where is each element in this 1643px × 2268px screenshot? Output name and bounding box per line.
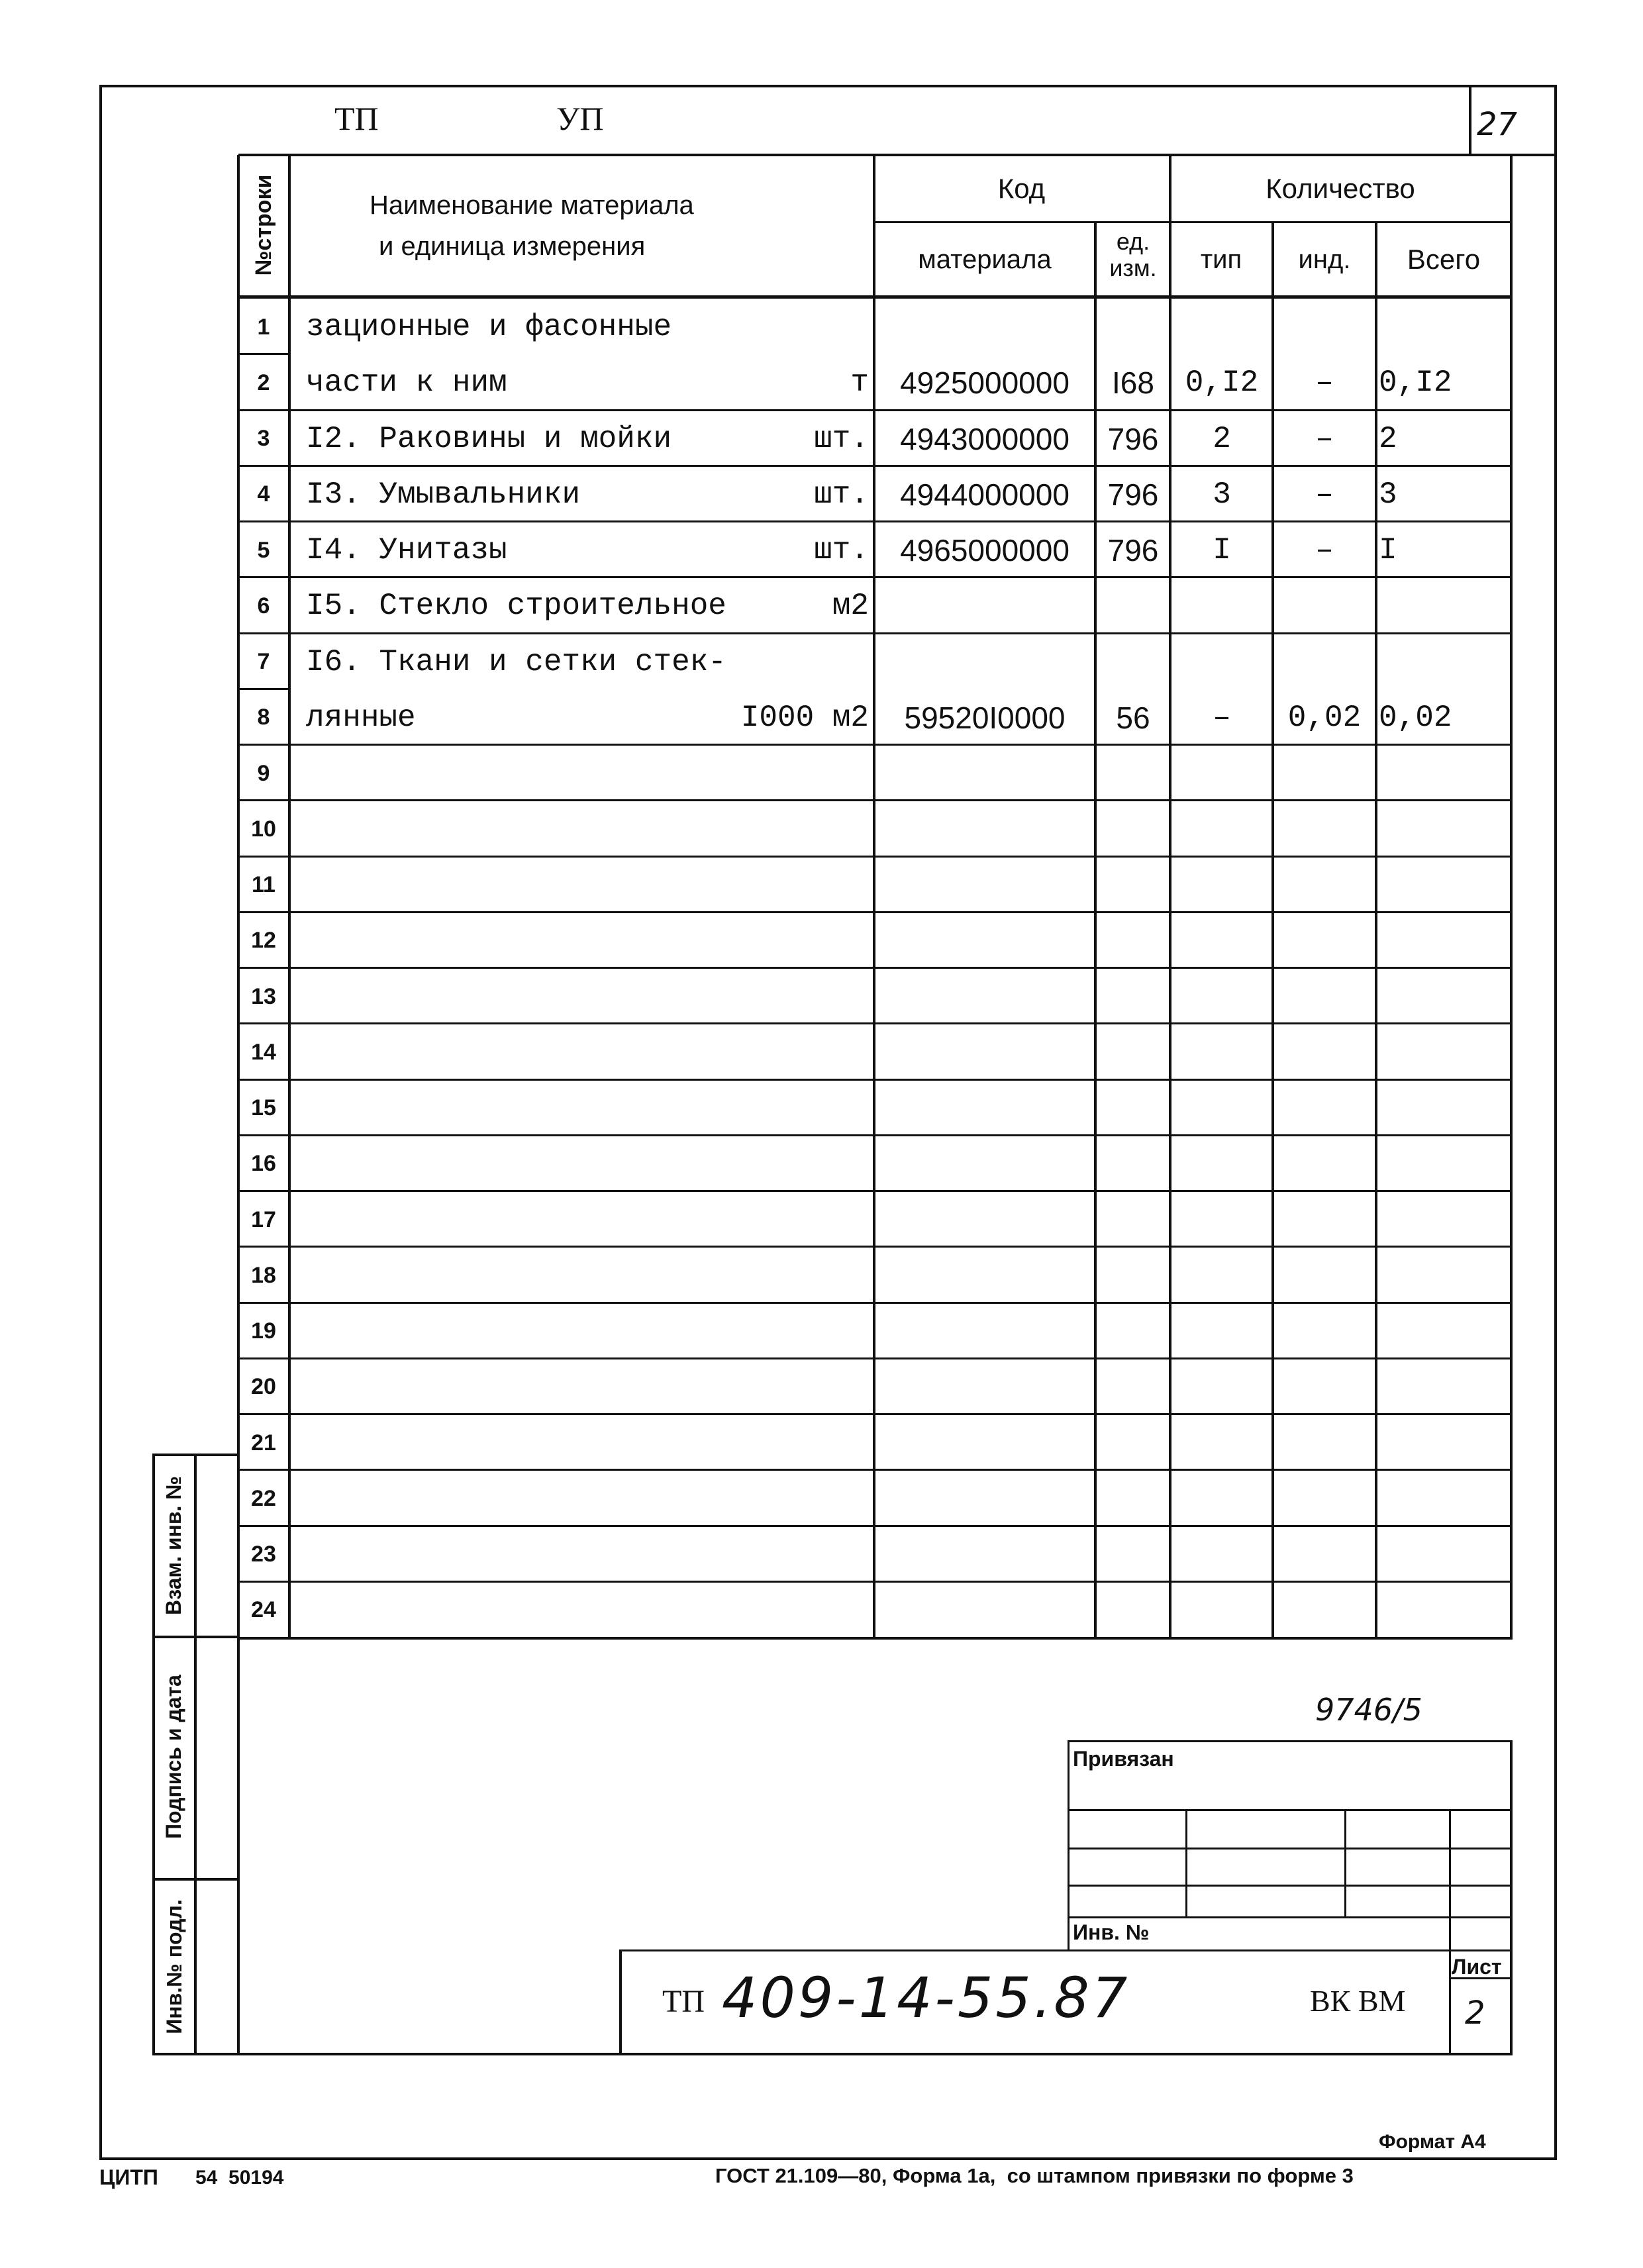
row-qty-ind xyxy=(1274,1139,1375,1189)
row-separator xyxy=(237,409,1513,411)
row-unit-code xyxy=(1097,916,1170,966)
row-qty-ind xyxy=(1274,302,1375,352)
row-unit: шт. xyxy=(814,421,869,456)
doc-suffix: ВК ВМ xyxy=(1310,1984,1406,2018)
row-qty-type xyxy=(1172,1362,1271,1412)
row-qty-type xyxy=(1172,1027,1271,1077)
row-material-code xyxy=(875,1530,1094,1580)
row-unit xyxy=(695,1250,869,1301)
row-separator xyxy=(237,1022,1513,1024)
row-name: части к ним xyxy=(306,366,507,401)
row-qty-type xyxy=(1172,971,1271,1022)
row-number: 8 xyxy=(257,705,270,730)
row-unit xyxy=(695,804,869,854)
row-qty-type xyxy=(1172,1585,1271,1636)
row-unit-code xyxy=(1097,1530,1170,1580)
row-material-code: 4925000000 xyxy=(900,366,1070,401)
row-material-code xyxy=(875,1418,1094,1468)
row-unit-code xyxy=(1097,804,1170,854)
row-unit-code xyxy=(1097,1473,1170,1524)
row-qty-total xyxy=(1379,1195,1509,1245)
row-qty-total xyxy=(1379,971,1509,1022)
row-qty-type xyxy=(1172,1195,1271,1245)
row-unit-code: I68 xyxy=(1112,366,1154,401)
row-qty-ind xyxy=(1274,1027,1375,1077)
row-qty-ind xyxy=(1274,1418,1375,1468)
row-number: 4 xyxy=(257,481,270,507)
row-qty-ind xyxy=(1274,1362,1375,1412)
row-qty-type xyxy=(1172,804,1271,854)
row-qty-total xyxy=(1379,1139,1509,1189)
row-qty-total: 2 xyxy=(1379,421,1397,456)
row-material-code xyxy=(875,1585,1094,1636)
row-separator xyxy=(237,1413,1513,1415)
row-separator xyxy=(237,1246,1513,1248)
row-qty-total xyxy=(1379,1530,1509,1580)
stamp-h4 xyxy=(1068,1916,1513,1918)
row-number: 22 xyxy=(251,1485,276,1511)
doc-prefix: ТП xyxy=(662,1984,705,2019)
row-qty-type xyxy=(1172,748,1271,799)
row-number: 18 xyxy=(251,1262,276,1288)
row-material-code xyxy=(875,916,1094,966)
page-number-divider xyxy=(1469,86,1471,155)
row-separator-partial xyxy=(237,353,290,355)
row-qty-ind xyxy=(1274,1195,1375,1245)
header-up: УП xyxy=(556,100,604,137)
footer-left: ЦИТП xyxy=(99,2165,158,2189)
row-qty-total xyxy=(1379,1418,1509,1468)
stamp-right xyxy=(1510,1740,1513,2054)
row-qty-ind xyxy=(1274,1530,1375,1580)
row-qty-total: I xyxy=(1379,533,1397,568)
row-material-code xyxy=(875,860,1094,911)
privyazan-label: Привязан xyxy=(1073,1747,1174,1771)
col-quantity: Количество xyxy=(1266,173,1415,204)
col-name-line1: Наименование материала xyxy=(370,191,694,220)
row-unit-code xyxy=(1097,860,1170,911)
row-number: 12 xyxy=(251,928,276,954)
row-number: 9 xyxy=(257,760,270,786)
row-material-code xyxy=(875,1083,1094,1134)
row-material-code xyxy=(875,804,1094,854)
header-tp: ТП xyxy=(334,100,379,137)
row-number: 7 xyxy=(257,649,270,675)
row-unit: т xyxy=(850,366,869,401)
col-type: тип xyxy=(1200,244,1242,274)
row-unit xyxy=(695,637,869,687)
row-separator xyxy=(237,1190,1513,1192)
sheet-label: Лист xyxy=(1452,1955,1502,1979)
row-separator xyxy=(237,911,1513,913)
row-material-code xyxy=(875,1307,1094,1357)
stamp-v2 xyxy=(1344,1810,1346,1916)
row-unit-code xyxy=(1097,1083,1170,1134)
doc-number: 409-14-55.87 xyxy=(722,1965,1130,2030)
side-inner xyxy=(194,1454,197,2054)
row-qty-type xyxy=(1172,1530,1271,1580)
row-unit-code xyxy=(1097,971,1170,1022)
row-material-code xyxy=(875,302,1094,352)
col-total: Всего xyxy=(1407,244,1481,275)
row-unit-code xyxy=(1097,748,1170,799)
row-qty-type xyxy=(1172,1418,1271,1468)
row-qty-total xyxy=(1379,1473,1509,1524)
stamp-top xyxy=(1068,1740,1513,1742)
row-unit xyxy=(695,1418,869,1468)
col-ind: инд. xyxy=(1298,244,1351,274)
row-qty-type xyxy=(1172,916,1271,966)
row-qty-ind xyxy=(1274,581,1375,631)
row-number: 24 xyxy=(251,1597,276,1623)
row-unit-code xyxy=(1097,637,1170,687)
row-unit-code xyxy=(1097,1139,1170,1189)
row-material-code: 4943000000 xyxy=(900,421,1070,456)
stamp-h3 xyxy=(1068,1885,1513,1887)
row-qty-total: 0,I2 xyxy=(1379,366,1452,401)
title-block-top xyxy=(619,1949,1513,1951)
row-qty-total: 0,02 xyxy=(1379,700,1452,735)
row-number: 5 xyxy=(257,537,270,563)
row-number: 11 xyxy=(252,872,275,898)
row-qty-total xyxy=(1379,1307,1509,1357)
side-podpis-label: Подпись и дата xyxy=(161,1675,185,1839)
row-unit-code xyxy=(1097,1195,1170,1245)
row-unit xyxy=(695,916,869,966)
stamp-h1 xyxy=(1068,1809,1513,1811)
row-separator xyxy=(237,856,1513,858)
page-number: 27 xyxy=(1477,106,1518,143)
row-qty-total xyxy=(1379,748,1509,799)
row-qty-ind: – xyxy=(1315,366,1334,401)
row-qty-type xyxy=(1172,302,1271,352)
row-material-code xyxy=(875,971,1094,1022)
row-qty-ind xyxy=(1274,916,1375,966)
row-name: I6. Ткани и сетки стек- xyxy=(306,644,726,679)
row-name: I3. Умывальники xyxy=(306,477,581,512)
row-qty-total xyxy=(1379,302,1509,352)
row-name: лянные xyxy=(306,700,416,735)
row-material-code xyxy=(875,748,1094,799)
row-number: 14 xyxy=(251,1039,276,1065)
col-name-line2: и единица измерения xyxy=(379,232,646,261)
row-qty-total xyxy=(1379,804,1509,854)
row-material-code xyxy=(875,1250,1094,1301)
side-vzam-label: Взам. инв. № xyxy=(161,1476,185,1615)
row-unit-code xyxy=(1097,581,1170,631)
row-separator xyxy=(237,799,1513,801)
row-separator xyxy=(237,1079,1513,1081)
row-separator xyxy=(237,1469,1513,1471)
footer-format: Формат А4 xyxy=(1379,2131,1486,2153)
row-unit-code xyxy=(1097,1585,1170,1636)
row-qty-total xyxy=(1379,860,1509,911)
row-unit-code xyxy=(1097,1250,1170,1301)
side-inv-podl-label: Инв.№ подл. xyxy=(162,1899,186,2034)
row-unit xyxy=(695,1585,869,1636)
sheet-value: 2 xyxy=(1465,1995,1485,2032)
row-qty-ind xyxy=(1274,1083,1375,1134)
row-material-code xyxy=(875,1027,1094,1077)
row-number: 2 xyxy=(257,370,270,395)
row-number: 3 xyxy=(257,426,270,452)
row-unit-code: 796 xyxy=(1107,477,1159,512)
row-qty-total xyxy=(1379,1362,1509,1412)
row-qty-ind xyxy=(1274,1250,1375,1301)
row-qty-total xyxy=(1379,916,1509,966)
row-qty-type: 3 xyxy=(1213,477,1231,512)
stamp-h2 xyxy=(1068,1848,1513,1849)
row-unit xyxy=(695,1139,869,1189)
row-separator xyxy=(237,520,1513,522)
row-separator xyxy=(237,967,1513,969)
row-separator xyxy=(237,576,1513,578)
row-unit: шт. xyxy=(814,533,869,568)
row-number: 16 xyxy=(251,1151,276,1177)
row-name: зационные и фасонные xyxy=(306,310,672,345)
row-material-code xyxy=(875,1139,1094,1189)
row-unit xyxy=(695,1027,869,1077)
row-qty-ind: – xyxy=(1315,421,1334,456)
row-unit xyxy=(695,1530,869,1580)
inv-no-label: Инв. № xyxy=(1073,1920,1150,1944)
row-unit: м2 xyxy=(832,589,869,624)
row-qty-ind xyxy=(1274,1585,1375,1636)
row-unit xyxy=(695,1473,869,1524)
footer-gost: ГОСТ 21.109—80, Форма 1а, со штампом привязки по форме 3 xyxy=(715,2164,1354,2187)
row-number: 6 xyxy=(257,593,270,618)
row-material-code xyxy=(875,581,1094,631)
row-unit xyxy=(695,302,869,352)
row-unit xyxy=(695,971,869,1022)
row-qty-type xyxy=(1172,1250,1271,1301)
row-separator-partial xyxy=(237,688,290,690)
stamp-v1 xyxy=(1185,1810,1187,1916)
row-qty-ind xyxy=(1274,1473,1375,1524)
row-qty-total xyxy=(1379,637,1509,687)
row-qty-total xyxy=(1379,1585,1509,1636)
row-name: I5. Стекло строительное xyxy=(306,589,726,624)
row-qty-ind xyxy=(1274,748,1375,799)
row-separator xyxy=(237,1525,1513,1527)
row-qty-ind xyxy=(1274,1307,1375,1357)
row-qty-type xyxy=(1172,1307,1271,1357)
row-unit xyxy=(695,1307,869,1357)
row-unit-code: 56 xyxy=(1116,700,1150,735)
row-qty-ind: – xyxy=(1315,533,1334,568)
table-bottom xyxy=(237,1637,1513,1640)
row-unit: I000 м2 xyxy=(740,700,869,735)
row-qty-ind: 0,02 xyxy=(1287,700,1362,735)
row-qty-total xyxy=(1379,1027,1509,1077)
row-separator xyxy=(237,1134,1513,1136)
row-unit-code xyxy=(1097,302,1170,352)
row-material-code xyxy=(875,637,1094,687)
row-qty-total xyxy=(1379,1083,1509,1134)
row-unit-code xyxy=(1097,1307,1170,1357)
row-qty-type: I xyxy=(1213,533,1231,568)
handwritten-note: 9746/5 xyxy=(1315,1692,1422,1728)
row-separator xyxy=(237,632,1513,634)
row-name: I2. Раковины и мойки xyxy=(306,421,672,456)
row-material-code: 4944000000 xyxy=(900,477,1070,512)
row-separator xyxy=(237,1357,1513,1359)
col-code: Код xyxy=(997,173,1046,204)
row-name: I4. Унитазы xyxy=(306,533,507,568)
row-unit xyxy=(695,860,869,911)
row-qty-type xyxy=(1172,581,1271,631)
row-unit-code xyxy=(1097,1418,1170,1468)
col-unit xyxy=(1097,228,1170,281)
row-unit-code: 796 xyxy=(1107,533,1159,568)
row-qty-type xyxy=(1172,637,1271,687)
row-qty-ind xyxy=(1274,971,1375,1022)
row-qty-ind: – xyxy=(1315,477,1334,512)
row-number: 21 xyxy=(251,1430,276,1455)
row-material-code: 4965000000 xyxy=(900,533,1070,568)
header-mid-line xyxy=(873,221,1513,223)
row-unit xyxy=(695,1362,869,1412)
row-separator xyxy=(237,1581,1513,1583)
row-material-code xyxy=(875,1473,1094,1524)
row-separator xyxy=(237,744,1513,746)
title-block-left xyxy=(619,1949,622,2054)
row-separator xyxy=(237,465,1513,467)
col-unit-line2: изм. xyxy=(1109,254,1157,281)
side-outer-left xyxy=(152,1454,155,2054)
row-qty-type: 0,I2 xyxy=(1185,366,1259,401)
side-bottom xyxy=(152,2053,1513,2055)
row-qty-total xyxy=(1379,1250,1509,1301)
row-material-code xyxy=(875,1362,1094,1412)
frame-bottom xyxy=(99,2157,1557,2160)
row-number: 1 xyxy=(257,314,270,340)
stamp-v3 xyxy=(1449,1810,1451,2053)
row-material-code: 59520I0000 xyxy=(904,700,1066,735)
row-qty-type: 2 xyxy=(1213,421,1231,456)
row-qty-type xyxy=(1172,1473,1271,1524)
row-unit: шт. xyxy=(814,477,869,512)
row-unit xyxy=(695,1195,869,1245)
row-number: 13 xyxy=(251,983,276,1009)
row-number: 10 xyxy=(251,816,276,842)
row-number: 19 xyxy=(251,1318,276,1344)
row-qty-type xyxy=(1172,1139,1271,1189)
frame-top xyxy=(99,85,1556,87)
row-separator xyxy=(237,1302,1513,1304)
row-qty-ind xyxy=(1274,860,1375,911)
row-qty-total xyxy=(1379,581,1509,631)
row-qty-ind xyxy=(1274,637,1375,687)
row-unit-code xyxy=(1097,1362,1170,1412)
col-row-no: №строки xyxy=(250,174,276,276)
row-qty-ind xyxy=(1274,804,1375,854)
col-material: материала xyxy=(918,244,1052,274)
row-qty-type xyxy=(1172,860,1271,911)
footer-left-num: 54 50194 xyxy=(195,2167,284,2189)
row-qty-total: 3 xyxy=(1379,477,1397,512)
row-number: 23 xyxy=(251,1542,276,1567)
row-qty-type xyxy=(1172,1083,1271,1134)
row-unit xyxy=(695,1083,869,1134)
header-rule xyxy=(238,154,1556,156)
row-number: 17 xyxy=(251,1207,276,1232)
row-unit xyxy=(695,748,869,799)
row-qty-type: – xyxy=(1213,700,1231,735)
row-unit-code: 796 xyxy=(1107,421,1159,456)
row-unit-code xyxy=(1097,1027,1170,1077)
col-unit-line1: ед. xyxy=(1116,228,1150,255)
row-number: 20 xyxy=(251,1374,276,1400)
row-number: 15 xyxy=(251,1095,276,1121)
row-material-code xyxy=(875,1195,1094,1245)
